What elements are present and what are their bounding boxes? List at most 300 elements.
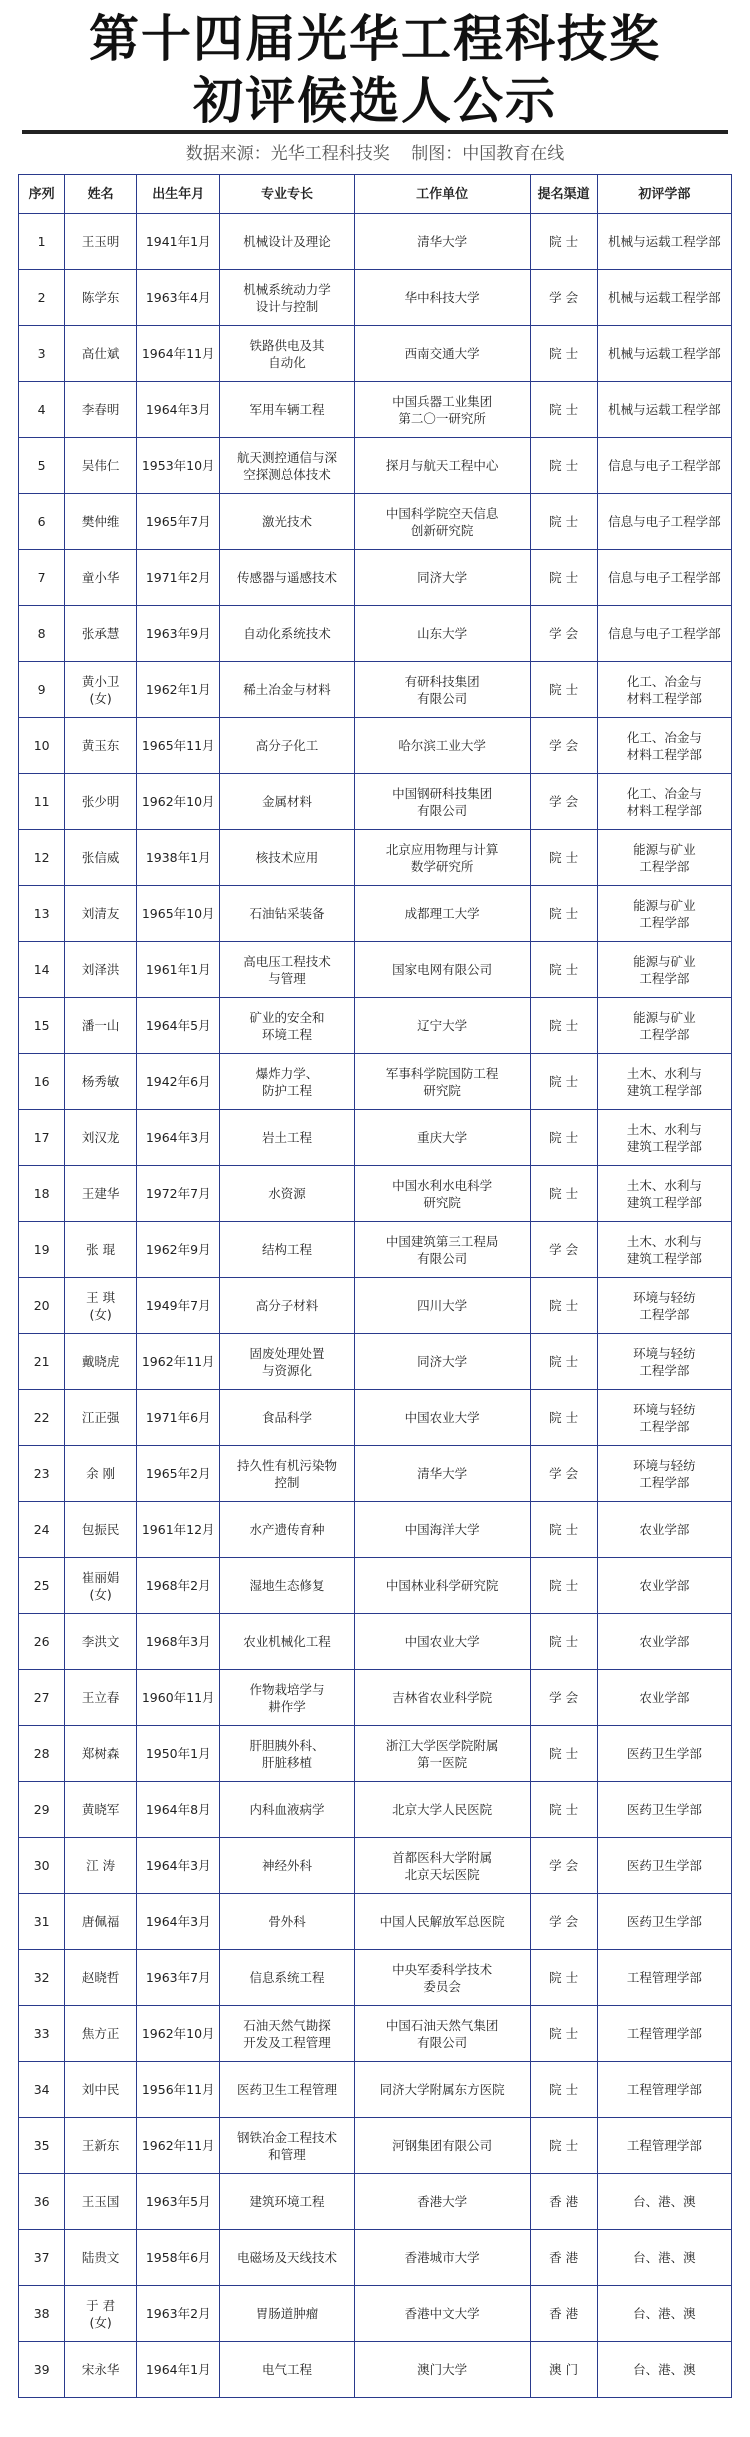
table-row <box>19 1726 732 1782</box>
table-row <box>19 1278 732 1334</box>
cell-name: 余 刚 <box>65 1446 137 1502</box>
cell-name: 王玉明 <box>65 214 137 270</box>
cell-dept: 台、港、澳 <box>597 2174 731 2230</box>
table-row <box>19 998 732 1054</box>
cell-channel: 院 士 <box>530 438 597 494</box>
cell-seq: 2 <box>19 270 65 326</box>
table-row <box>19 830 732 886</box>
cell-name: 黄晓军 <box>65 1782 137 1838</box>
cell-dept: 环境与轻纺 工程学部 <box>597 1278 731 1334</box>
cell-dept: 能源与矿业 工程学部 <box>597 998 731 1054</box>
cell-channel: 学 会 <box>530 270 597 326</box>
cell-org: 北京大学人民医院 <box>354 1782 530 1838</box>
cell-org: 西南交通大学 <box>354 326 530 382</box>
cell-name: 陆贵文 <box>65 2230 137 2286</box>
cell-org: 中国海洋大学 <box>354 1502 530 1558</box>
cell-birth: 1949年7月 <box>137 1278 220 1334</box>
cell-birth: 1972年7月 <box>137 1166 220 1222</box>
cell-birth: 1963年2月 <box>137 2286 220 2342</box>
cell-org: 中国水利水电科学 研究院 <box>354 1166 530 1222</box>
cell-major: 医药卫生工程管理 <box>220 2062 354 2118</box>
cell-name: 刘清友 <box>65 886 137 942</box>
cell-seq: 13 <box>19 886 65 942</box>
cell-channel: 院 士 <box>530 1390 597 1446</box>
cell-org: 首都医科大学附属 北京天坛医院 <box>354 1838 530 1894</box>
cell-name: 戴晓虎 <box>65 1334 137 1390</box>
table-row <box>19 1950 732 2006</box>
table-row <box>19 1222 732 1278</box>
cell-seq: 17 <box>19 1110 65 1166</box>
cell-name: 崔丽娟 (女) <box>65 1558 137 1614</box>
cell-dept: 环境与轻纺 工程学部 <box>597 1334 731 1390</box>
cell-major: 稀土冶金与材料 <box>220 662 354 718</box>
cell-seq: 1 <box>19 214 65 270</box>
cell-org: 同济大学 <box>354 550 530 606</box>
cell-seq: 7 <box>19 550 65 606</box>
cell-birth: 1953年10月 <box>137 438 220 494</box>
cell-seq: 24 <box>19 1502 65 1558</box>
cell-org: 中国兵器工业集团 第二〇一研究所 <box>354 382 530 438</box>
cell-name: 张承慧 <box>65 606 137 662</box>
cell-seq: 27 <box>19 1670 65 1726</box>
cell-major: 骨外科 <box>220 1894 354 1950</box>
cell-birth: 1961年12月 <box>137 1502 220 1558</box>
cell-channel: 学 会 <box>530 718 597 774</box>
cell-birth: 1958年6月 <box>137 2230 220 2286</box>
cell-dept: 工程管理学部 <box>597 2118 731 2174</box>
cell-dept: 农业学部 <box>597 1670 731 1726</box>
cell-name: 王立春 <box>65 1670 137 1726</box>
cell-dept: 农业学部 <box>597 1502 731 1558</box>
cell-major: 铁路供电及其 自动化 <box>220 326 354 382</box>
cell-channel: 院 士 <box>530 550 597 606</box>
cell-major: 作物栽培学与 耕作学 <box>220 1670 354 1726</box>
cell-channel: 院 士 <box>530 1110 597 1166</box>
header-channel: 提名渠道 <box>530 175 597 214</box>
cell-org: 同济大学 <box>354 1334 530 1390</box>
cell-major: 固废处理处置 与资源化 <box>220 1334 354 1390</box>
cell-dept: 农业学部 <box>597 1614 731 1670</box>
cell-birth: 1941年1月 <box>137 214 220 270</box>
cell-name: 张 琨 <box>65 1222 137 1278</box>
cell-name: 刘泽洪 <box>65 942 137 998</box>
header-name: 姓名 <box>65 175 137 214</box>
cell-major: 内科血液病学 <box>220 1782 354 1838</box>
cell-name: 李洪文 <box>65 1614 137 1670</box>
cell-seq: 21 <box>19 1334 65 1390</box>
table-row <box>19 1334 732 1390</box>
maker-text: 制图：中国教育在线 <box>411 144 565 164</box>
cell-birth: 1965年10月 <box>137 886 220 942</box>
cell-birth: 1962年1月 <box>137 662 220 718</box>
cell-seq: 28 <box>19 1726 65 1782</box>
cell-seq: 3 <box>19 326 65 382</box>
cell-seq: 11 <box>19 774 65 830</box>
table-row <box>19 214 732 270</box>
cell-seq: 6 <box>19 494 65 550</box>
cell-dept: 医药卫生学部 <box>597 1894 731 1950</box>
cell-birth: 1964年3月 <box>137 1838 220 1894</box>
cell-major: 信息系统工程 <box>220 1950 354 2006</box>
header-dept: 初评学部 <box>597 175 731 214</box>
cell-major: 石油钻采装备 <box>220 886 354 942</box>
cell-channel: 学 会 <box>530 1446 597 1502</box>
title-block <box>0 0 750 130</box>
cell-seq: 10 <box>19 718 65 774</box>
cell-major: 农业机械化工程 <box>220 1614 354 1670</box>
cell-birth: 1938年1月 <box>137 830 220 886</box>
cell-birth: 1964年3月 <box>137 1110 220 1166</box>
cell-birth: 1961年1月 <box>137 942 220 998</box>
cell-channel: 学 会 <box>530 1670 597 1726</box>
cell-birth: 1964年3月 <box>137 382 220 438</box>
cell-seq: 31 <box>19 1894 65 1950</box>
cell-org: 中国林业科学研究院 <box>354 1558 530 1614</box>
cell-name: 吴伟仁 <box>65 438 137 494</box>
page-title-line-2: 初评候选人公示 <box>193 72 557 130</box>
cell-major: 传感器与遥感技术 <box>220 550 354 606</box>
table-row <box>19 2174 732 2230</box>
cell-channel: 学 会 <box>530 1838 597 1894</box>
table-row <box>19 2006 732 2062</box>
cell-channel: 院 士 <box>530 1558 597 1614</box>
cell-org: 探月与航天工程中心 <box>354 438 530 494</box>
cell-dept: 机械与运载工程学部 <box>597 326 731 382</box>
cell-birth: 1942年6月 <box>137 1054 220 1110</box>
cell-org: 河钢集团有限公司 <box>354 2118 530 2174</box>
cell-dept: 工程管理学部 <box>597 2006 731 2062</box>
cell-major: 爆炸力学、 防护工程 <box>220 1054 354 1110</box>
table-row <box>19 550 732 606</box>
cell-major: 神经外科 <box>220 1838 354 1894</box>
table-row <box>19 774 732 830</box>
cell-channel: 香 港 <box>530 2230 597 2286</box>
cell-dept: 台、港、澳 <box>597 2286 731 2342</box>
cell-dept: 信息与电子工程学部 <box>597 550 731 606</box>
cell-birth: 1965年2月 <box>137 1446 220 1502</box>
cell-org: 中国农业大学 <box>354 1614 530 1670</box>
cell-channel: 院 士 <box>530 1278 597 1334</box>
table-row <box>19 942 732 998</box>
cell-birth: 1962年11月 <box>137 1334 220 1390</box>
cell-dept: 土木、水利与 建筑工程学部 <box>597 1054 731 1110</box>
cell-channel: 院 士 <box>530 1950 597 2006</box>
cell-channel: 香 港 <box>530 2286 597 2342</box>
cell-major: 电磁场及天线技术 <box>220 2230 354 2286</box>
cell-birth: 1964年5月 <box>137 998 220 1054</box>
cell-seq: 22 <box>19 1390 65 1446</box>
table-row <box>19 438 732 494</box>
cell-major: 军用车辆工程 <box>220 382 354 438</box>
cell-seq: 16 <box>19 1054 65 1110</box>
cell-major: 高电压工程技术 与管理 <box>220 942 354 998</box>
cell-dept: 农业学部 <box>597 1558 731 1614</box>
cell-seq: 18 <box>19 1166 65 1222</box>
cell-name: 王新东 <box>65 2118 137 2174</box>
table-row <box>19 382 732 438</box>
cell-channel: 院 士 <box>530 382 597 438</box>
cell-major: 建筑环境工程 <box>220 2174 354 2230</box>
cell-name: 王建华 <box>65 1166 137 1222</box>
cell-name: 张信威 <box>65 830 137 886</box>
cell-org: 哈尔滨工业大学 <box>354 718 530 774</box>
cell-major: 水产遗传育种 <box>220 1502 354 1558</box>
cell-channel: 院 士 <box>530 494 597 550</box>
cell-birth: 1971年6月 <box>137 1390 220 1446</box>
header-org: 工作单位 <box>354 175 530 214</box>
cell-org: 香港大学 <box>354 2174 530 2230</box>
cell-major: 激光技术 <box>220 494 354 550</box>
cell-org: 山东大学 <box>354 606 530 662</box>
cell-seq: 25 <box>19 1558 65 1614</box>
cell-birth: 1962年10月 <box>137 774 220 830</box>
cell-org: 中国建筑第三工程局 有限公司 <box>354 1222 530 1278</box>
cell-channel: 院 士 <box>530 2062 597 2118</box>
cell-name: 焦方正 <box>65 2006 137 2062</box>
cell-channel: 院 士 <box>530 830 597 886</box>
cell-org: 澳门大学 <box>354 2342 530 2398</box>
cell-dept: 医药卫生学部 <box>597 1838 731 1894</box>
cell-major: 水资源 <box>220 1166 354 1222</box>
cell-dept: 信息与电子工程学部 <box>597 438 731 494</box>
cell-name: 王玉国 <box>65 2174 137 2230</box>
table-row <box>19 1390 732 1446</box>
cell-org: 吉林省农业科学院 <box>354 1670 530 1726</box>
cell-org: 军事科学院国防工程 研究院 <box>354 1054 530 1110</box>
cell-seq: 4 <box>19 382 65 438</box>
cell-seq: 39 <box>19 2342 65 2398</box>
cell-birth: 1968年2月 <box>137 1558 220 1614</box>
cell-org: 浙江大学医学院附属 第一医院 <box>354 1726 530 1782</box>
cell-major: 金属材料 <box>220 774 354 830</box>
cell-org: 有研科技集团 有限公司 <box>354 662 530 718</box>
cell-major: 结构工程 <box>220 1222 354 1278</box>
cell-org: 成都理工大学 <box>354 886 530 942</box>
cell-name: 于 君 (女) <box>65 2286 137 2342</box>
table-row <box>19 1614 732 1670</box>
cell-birth: 1963年5月 <box>137 2174 220 2230</box>
cell-dept: 机械与运载工程学部 <box>597 270 731 326</box>
cell-birth: 1963年7月 <box>137 1950 220 2006</box>
cell-dept: 土木、水利与 建筑工程学部 <box>597 1222 731 1278</box>
cell-channel: 院 士 <box>530 998 597 1054</box>
data-source-text: 数据来源：光华工程科技奖 <box>185 144 390 164</box>
cell-org: 中国农业大学 <box>354 1390 530 1446</box>
cell-seq: 15 <box>19 998 65 1054</box>
cell-org: 辽宁大学 <box>354 998 530 1054</box>
cell-major: 核技术应用 <box>220 830 354 886</box>
cell-dept: 信息与电子工程学部 <box>597 494 731 550</box>
cell-birth: 1962年11月 <box>137 2118 220 2174</box>
table-row <box>19 662 732 718</box>
cell-birth: 1962年10月 <box>137 2006 220 2062</box>
cell-seq: 9 <box>19 662 65 718</box>
cell-channel: 澳 门 <box>530 2342 597 2398</box>
cell-name: 唐佩福 <box>65 1894 137 1950</box>
table-row <box>19 1782 732 1838</box>
cell-name: 赵晓哲 <box>65 1950 137 2006</box>
cell-name: 李春明 <box>65 382 137 438</box>
table-row <box>19 1054 732 1110</box>
cell-org: 重庆大学 <box>354 1110 530 1166</box>
cell-birth: 1962年9月 <box>137 1222 220 1278</box>
cell-dept: 环境与轻纺 工程学部 <box>597 1446 731 1502</box>
cell-dept: 医药卫生学部 <box>597 1782 731 1838</box>
cell-major: 矿业的安全和 环境工程 <box>220 998 354 1054</box>
table-row <box>19 1894 732 1950</box>
cell-channel: 院 士 <box>530 1726 597 1782</box>
cell-name: 樊仲维 <box>65 494 137 550</box>
header-major: 专业专长 <box>220 175 354 214</box>
cell-channel: 院 士 <box>530 1782 597 1838</box>
cell-dept: 医药卫生学部 <box>597 1726 731 1782</box>
cell-org: 中央军委科学技术 委员会 <box>354 1950 530 2006</box>
cell-birth: 1968年3月 <box>137 1614 220 1670</box>
cell-org: 北京应用物理与计算 数学研究所 <box>354 830 530 886</box>
cell-channel: 院 士 <box>530 2118 597 2174</box>
cell-birth: 1960年11月 <box>137 1670 220 1726</box>
table-row <box>19 1502 732 1558</box>
cell-name: 刘汉龙 <box>65 1110 137 1166</box>
header-birth: 出生年月 <box>137 175 220 214</box>
cell-major: 肝胆胰外科、 肝脏移植 <box>220 1726 354 1782</box>
cell-birth: 1964年3月 <box>137 1894 220 1950</box>
table-row <box>19 1838 732 1894</box>
table-row <box>19 1166 732 1222</box>
cell-name: 宋永华 <box>65 2342 137 2398</box>
cell-birth: 1964年11月 <box>137 326 220 382</box>
cell-seq: 14 <box>19 942 65 998</box>
cell-dept: 能源与矿业 工程学部 <box>597 942 731 998</box>
cell-major: 航天测控通信与深 空探测总体技术 <box>220 438 354 494</box>
cell-channel: 院 士 <box>530 1614 597 1670</box>
cell-dept: 能源与矿业 工程学部 <box>597 830 731 886</box>
cell-seq: 20 <box>19 1278 65 1334</box>
table-row <box>19 494 732 550</box>
cell-major: 自动化系统技术 <box>220 606 354 662</box>
cell-name: 江正强 <box>65 1390 137 1446</box>
cell-seq: 37 <box>19 2230 65 2286</box>
cell-name: 高仕斌 <box>65 326 137 382</box>
cell-dept: 工程管理学部 <box>597 2062 731 2118</box>
cell-dept: 化工、冶金与 材料工程学部 <box>597 774 731 830</box>
cell-seq: 5 <box>19 438 65 494</box>
cell-org: 中国人民解放军总医院 <box>354 1894 530 1950</box>
cell-seq: 29 <box>19 1782 65 1838</box>
cell-org: 香港中文大学 <box>354 2286 530 2342</box>
cell-birth: 1964年1月 <box>137 2342 220 2398</box>
cell-org: 中国科学院空天信息 创新研究院 <box>354 494 530 550</box>
table-row <box>19 1558 732 1614</box>
cell-dept: 土木、水利与 建筑工程学部 <box>597 1110 731 1166</box>
table-row <box>19 606 732 662</box>
cell-org: 四川大学 <box>354 1278 530 1334</box>
cell-channel: 香 港 <box>530 2174 597 2230</box>
cell-major: 食品科学 <box>220 1390 354 1446</box>
cell-seq: 12 <box>19 830 65 886</box>
cell-name: 黄玉东 <box>65 718 137 774</box>
table-row <box>19 1446 732 1502</box>
cell-seq: 23 <box>19 1446 65 1502</box>
cell-channel: 学 会 <box>530 606 597 662</box>
cell-major: 岩土工程 <box>220 1110 354 1166</box>
cell-seq: 35 <box>19 2118 65 2174</box>
cell-seq: 30 <box>19 1838 65 1894</box>
table-row <box>19 2230 732 2286</box>
cell-channel: 院 士 <box>530 1502 597 1558</box>
cell-name: 刘中民 <box>65 2062 137 2118</box>
cell-org: 中国石油天然气集团 有限公司 <box>354 2006 530 2062</box>
cell-name: 陈学东 <box>65 270 137 326</box>
cell-birth: 1965年11月 <box>137 718 220 774</box>
cell-dept: 台、港、澳 <box>597 2230 731 2286</box>
cell-major: 高分子材料 <box>220 1278 354 1334</box>
cell-name: 张少明 <box>65 774 137 830</box>
cell-channel: 院 士 <box>530 2006 597 2062</box>
table-body <box>19 214 732 2398</box>
cell-dept: 机械与运载工程学部 <box>597 214 731 270</box>
cell-org: 同济大学附属东方医院 <box>354 2062 530 2118</box>
cell-major: 钢铁冶金工程技术 和管理 <box>220 2118 354 2174</box>
cell-channel: 院 士 <box>530 326 597 382</box>
cell-dept: 能源与矿业 工程学部 <box>597 886 731 942</box>
cell-name: 童小华 <box>65 550 137 606</box>
cell-dept: 化工、冶金与 材料工程学部 <box>597 718 731 774</box>
cell-seq: 26 <box>19 1614 65 1670</box>
cell-major: 湿地生态修复 <box>220 1558 354 1614</box>
cell-channel: 院 士 <box>530 1054 597 1110</box>
cell-name: 包振民 <box>65 1502 137 1558</box>
header-seq: 序列 <box>19 175 65 214</box>
table-row <box>19 2062 732 2118</box>
table-row <box>19 270 732 326</box>
table-row <box>19 1670 732 1726</box>
cell-dept: 环境与轻纺 工程学部 <box>597 1390 731 1446</box>
cell-birth: 1971年2月 <box>137 550 220 606</box>
cell-dept: 信息与电子工程学部 <box>597 606 731 662</box>
cell-seq: 38 <box>19 2286 65 2342</box>
table-header-row <box>19 175 732 214</box>
cell-channel: 院 士 <box>530 662 597 718</box>
table-row <box>19 2286 732 2342</box>
cell-channel: 院 士 <box>530 214 597 270</box>
cell-org: 中国钢研科技集团 有限公司 <box>354 774 530 830</box>
cell-seq: 36 <box>19 2174 65 2230</box>
cell-channel: 院 士 <box>530 942 597 998</box>
source-line <box>0 134 750 174</box>
cell-channel: 院 士 <box>530 1334 597 1390</box>
cell-seq: 34 <box>19 2062 65 2118</box>
cell-major: 石油天然气勘探 开发及工程管理 <box>220 2006 354 2062</box>
table-row <box>19 1110 732 1166</box>
table-row <box>19 2118 732 2174</box>
cell-channel: 学 会 <box>530 774 597 830</box>
cell-name: 杨秀敏 <box>65 1054 137 1110</box>
cell-dept: 台、港、澳 <box>597 2342 731 2398</box>
cell-seq: 8 <box>19 606 65 662</box>
page-title-line-1: 第十四届光华工程科技奖 <box>89 10 661 68</box>
cell-dept: 化工、冶金与 材料工程学部 <box>597 662 731 718</box>
table-row <box>19 326 732 382</box>
cell-org: 清华大学 <box>354 214 530 270</box>
cell-birth: 1950年1月 <box>137 1726 220 1782</box>
cell-birth: 1965年7月 <box>137 494 220 550</box>
cell-seq: 19 <box>19 1222 65 1278</box>
candidate-table <box>18 174 732 2398</box>
cell-dept: 机械与运载工程学部 <box>597 382 731 438</box>
cell-dept: 土木、水利与 建筑工程学部 <box>597 1166 731 1222</box>
cell-major: 机械系统动力学 设计与控制 <box>220 270 354 326</box>
